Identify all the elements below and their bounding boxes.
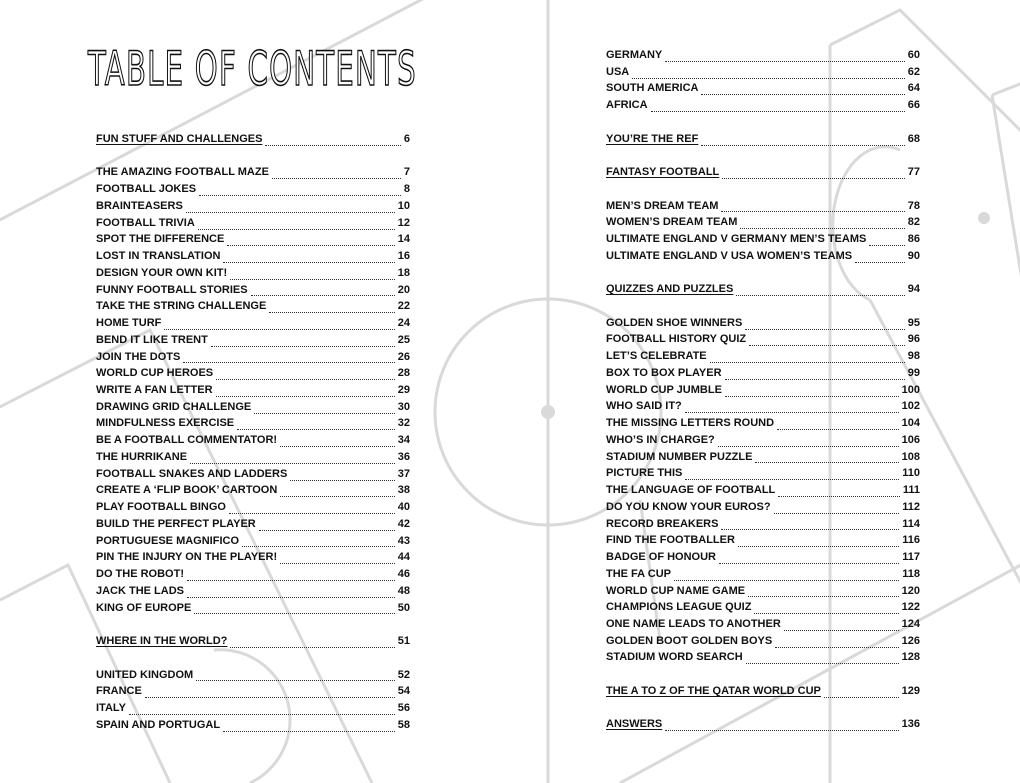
toc-entry[interactable]	[606, 465, 920, 482]
toc-entry-title: BE A FOOTBALL COMMENTATOR!	[96, 434, 278, 447]
toc-dot-leader	[784, 620, 899, 631]
toc-dot-leader	[269, 302, 394, 313]
toc-entry-title: FUN STUFF AND CHALLENGES	[96, 133, 263, 145]
toc-page-number: 34	[397, 434, 410, 447]
toc-section-heading[interactable]	[606, 164, 920, 181]
toc-entry[interactable]	[606, 47, 920, 64]
toc-page-number: 82	[907, 216, 920, 229]
toc-left-column	[96, 131, 410, 733]
toc-page-number: 94	[907, 283, 920, 296]
toc-dot-leader	[280, 486, 394, 497]
toc-entry[interactable]	[96, 717, 410, 734]
toc-dot-leader	[183, 352, 394, 363]
toc-dot-leader	[778, 486, 900, 497]
toc-entry[interactable]	[96, 265, 410, 282]
toc-dot-leader	[290, 470, 394, 481]
toc-page-number: 20	[397, 283, 410, 296]
toc-entry-title: GOLDEN BOOT GOLDEN BOYS	[606, 634, 773, 647]
toc-dot-leader	[190, 453, 395, 464]
toc-dot-leader	[754, 603, 898, 614]
toc-entry-title: KING OF EUROPE	[96, 601, 192, 614]
toc-entry[interactable]	[96, 231, 410, 248]
toc-dot-leader	[665, 720, 898, 731]
toc-entry[interactable]	[606, 633, 920, 650]
toc-dot-leader	[721, 519, 899, 530]
toc-page-number: 48	[397, 584, 410, 597]
toc-dot-leader	[685, 469, 899, 480]
toc-page-number: 122	[901, 601, 920, 614]
toc-dot-leader	[196, 670, 395, 681]
toc-entry[interactable]	[606, 415, 920, 432]
toc-page-number: 116	[902, 534, 920, 547]
toc-page-number: 54	[397, 685, 410, 698]
toc-entry[interactable]	[606, 198, 920, 215]
toc-page-number: 129	[901, 684, 920, 697]
toc-entry-title: SPOT THE DIFFERENCE	[96, 233, 225, 246]
toc-entry[interactable]	[96, 533, 410, 550]
toc-spacer	[606, 666, 920, 683]
toc-dot-leader	[187, 587, 395, 598]
toc-entry-title: FUNNY FOOTBALL STORIES	[96, 283, 248, 296]
toc-dot-leader	[145, 687, 395, 698]
toc-entry-title: THE A TO Z OF THE QATAR WORLD CUP	[606, 684, 821, 697]
toc-spacer	[96, 148, 410, 165]
toc-entry[interactable]	[606, 365, 920, 382]
toc-section-heading[interactable]	[96, 131, 410, 148]
toc-dot-leader	[755, 452, 898, 463]
toc-entry[interactable]	[606, 231, 920, 248]
toc-page-number: 10	[397, 199, 410, 212]
toc-entry[interactable]	[606, 315, 920, 332]
toc-dot-leader	[198, 219, 395, 230]
toc-entry-title: BOX TO BOX PLAYER	[606, 366, 722, 379]
toc-page-number: 22	[397, 300, 410, 313]
toc-entry-title: JOIN THE DOTS	[96, 350, 181, 363]
toc-entry-title: FOOTBALL JOKES	[96, 183, 197, 196]
toc-entry[interactable]	[96, 415, 410, 432]
toc-page-number: 112	[902, 500, 920, 513]
toc-dot-leader	[722, 168, 904, 179]
toc-dot-leader	[211, 336, 395, 347]
toc-entry[interactable]	[96, 298, 410, 315]
toc-page-number: 58	[397, 718, 410, 731]
toc-dot-leader	[674, 570, 899, 581]
toc-dot-leader	[736, 285, 904, 296]
toc-entry[interactable]	[96, 683, 410, 700]
toc-spacer	[96, 616, 410, 633]
toc-page-number: 52	[397, 668, 410, 681]
toc-entry[interactable]	[96, 549, 410, 566]
toc-section-heading[interactable]	[606, 281, 920, 298]
toc-dot-leader	[187, 570, 395, 581]
toc-page-number: 78	[907, 199, 920, 212]
toc-page-number: 62	[907, 65, 920, 78]
toc-page-number: 64	[907, 82, 920, 95]
toc-entry[interactable]	[606, 449, 920, 466]
toc-entry-title: FIND THE FOOTBALLER	[606, 534, 735, 547]
toc-page-number: 111	[902, 484, 920, 497]
toc-entry-title: PIN THE INJURY ON THE PLAYER!	[96, 551, 278, 564]
toc-entry-title: WHERE IN THE WORLD?	[96, 635, 228, 648]
toc-dot-leader	[777, 419, 899, 430]
toc-entry[interactable]	[96, 382, 410, 399]
toc-entry-title: RECORD BREAKERS	[606, 517, 719, 530]
toc-dot-leader	[237, 419, 395, 430]
toc-dot-leader	[229, 503, 395, 514]
toc-entry-title: FRANCE	[96, 685, 142, 698]
toc-entry-title: QUIZZES AND PUZZLES	[606, 283, 734, 296]
toc-page-number: 8	[403, 183, 410, 196]
toc-entry-title: ULTIMATE ENGLAND V GERMANY MEN’S TEAMS	[606, 233, 867, 246]
toc-entry[interactable]	[96, 164, 410, 181]
toc-entry[interactable]	[96, 432, 410, 449]
toc-entry-title: FOOTBALL SNAKES AND LADDERS	[96, 467, 288, 480]
toc-entry-title: SOUTH AMERICA	[606, 82, 699, 95]
toc-dot-leader	[230, 637, 394, 648]
toc-entry-title: WORLD CUP JUMBLE	[606, 383, 722, 396]
toc-page-number: 90	[907, 249, 920, 262]
toc-dot-leader	[129, 704, 395, 715]
toc-dot-leader	[632, 68, 905, 79]
toc-entry[interactable]	[96, 215, 410, 232]
toc-entry-title: WORLD CUP NAME GAME	[606, 584, 746, 597]
toc-dot-leader	[242, 536, 395, 547]
toc-entry-title: THE HURRIKANE	[96, 450, 188, 463]
toc-page-number: 60	[907, 49, 920, 61]
toc-entry-title: PLAY FOOTBALL BINGO	[96, 501, 226, 514]
toc-entry-title: YOU’RE THE REF	[606, 132, 699, 145]
toc-dot-leader	[869, 235, 904, 246]
toc-page-number: 50	[397, 601, 410, 614]
toc-entry-title: WHO’S IN CHARGE?	[606, 433, 715, 446]
toc-page-number: 136	[901, 718, 920, 731]
toc-section-heading[interactable]	[606, 716, 920, 733]
toc-entry[interactable]	[96, 516, 410, 533]
toc-entry[interactable]	[606, 616, 920, 633]
toc-entry[interactable]	[606, 382, 920, 399]
toc-dot-leader	[164, 319, 394, 330]
toc-entry-title: LET’S CELEBRATE	[606, 350, 707, 363]
toc-entry-title: PICTURE THIS	[606, 467, 683, 480]
toc-page-number: 66	[907, 99, 920, 112]
toc-dot-leader	[227, 235, 394, 246]
toc-page-number: 16	[397, 250, 410, 263]
toc-entry[interactable]	[606, 583, 920, 600]
toc-page-number: 68	[907, 132, 920, 145]
toc-page-number: 86	[907, 233, 920, 246]
toc-page-number: 18	[397, 266, 410, 279]
toc-page-number: 12	[397, 216, 410, 229]
toc-page-number: 106	[901, 433, 920, 446]
toc-page-number: 25	[397, 333, 410, 346]
toc-entry[interactable]	[96, 332, 410, 349]
toc-page-number: 104	[901, 417, 920, 430]
toc-page-number: 36	[397, 450, 410, 463]
toc-page-number: 6	[403, 133, 410, 145]
toc-entry[interactable]	[96, 282, 410, 299]
toc-entry-title: TAKE THE STRING CHALLENGE	[96, 300, 267, 313]
toc-page-number: 43	[397, 534, 410, 547]
toc-entry[interactable]	[96, 449, 410, 466]
toc-entry-title: WRITE A FAN LETTER	[96, 384, 213, 397]
toc-right-column	[606, 47, 920, 733]
toc-dot-leader	[710, 352, 905, 363]
toc-page-number: 108	[901, 450, 920, 463]
toc-spacer	[606, 265, 920, 282]
toc-page-number: 38	[397, 484, 410, 497]
toc-dot-leader	[721, 201, 904, 212]
toc-page-number: 24	[397, 317, 410, 330]
toc-page-number: 128	[901, 651, 920, 664]
toc-page-number: 126	[901, 634, 920, 647]
toc-page-number: 7	[403, 166, 410, 179]
toc-page-number: 51	[397, 635, 410, 648]
toc-page-number: 100	[901, 383, 920, 396]
toc-entry[interactable]	[96, 198, 410, 215]
toc-dot-leader	[230, 269, 395, 280]
toc-entry-title: JACK THE LADS	[96, 584, 185, 597]
toc-entry-title: THE MISSING LETTERS ROUND	[606, 417, 775, 430]
toc-entry-title: GERMANY	[606, 49, 663, 61]
toc-entry[interactable]	[606, 214, 920, 231]
toc-entry-title: MEN’S DREAM TEAM	[606, 199, 719, 212]
toc-entry-title: CHAMPIONS LEAGUE QUIZ	[606, 601, 752, 614]
toc-dot-leader	[186, 202, 395, 213]
toc-spacer	[606, 114, 920, 131]
toc-spacer	[606, 298, 920, 315]
toc-spacer	[606, 181, 920, 198]
toc-entry-title: DRAWING GRID CHALLENGE	[96, 400, 252, 413]
toc-dot-leader	[740, 218, 904, 229]
toc-page-number: 26	[397, 350, 410, 363]
toc-entry[interactable]	[606, 248, 920, 265]
toc-dot-leader	[749, 335, 905, 346]
toc-page-number: 117	[902, 551, 920, 564]
toc-entry[interactable]	[96, 181, 410, 198]
toc-page-number: 30	[397, 400, 410, 413]
toc-entry[interactable]	[606, 398, 920, 415]
toc-dot-leader	[718, 436, 899, 447]
toc-section-heading[interactable]	[96, 633, 410, 650]
toc-entry[interactable]	[96, 700, 410, 717]
toc-entry-title: PORTUGUESE MAGNIFICO	[96, 534, 240, 547]
toc-dot-leader	[223, 721, 395, 732]
toc-dot-leader	[719, 553, 899, 564]
toc-entry[interactable]	[96, 600, 410, 617]
toc-spacer	[606, 147, 920, 164]
toc-section-heading[interactable]	[606, 131, 920, 148]
toc-page-number: 110	[902, 467, 920, 480]
toc-dot-leader	[855, 252, 905, 263]
toc-page-number: 124	[901, 617, 920, 630]
toc-dot-leader	[265, 135, 400, 146]
toc-entry-title: MINDFULNESS EXERCISE	[96, 417, 235, 430]
toc-entry-title: CREATE A ‘FLIP BOOK’ CARTOON	[96, 484, 278, 497]
toc-dot-leader	[775, 637, 898, 648]
toc-entry[interactable]	[96, 499, 410, 516]
toc-dot-leader	[651, 101, 905, 112]
toc-dot-leader	[251, 285, 395, 296]
toc-dot-leader	[216, 386, 395, 397]
toc-dot-leader	[280, 553, 395, 564]
toc-dot-leader	[701, 135, 904, 146]
toc-entry-title: SPAIN AND PORTUGAL	[96, 718, 221, 731]
toc-dot-leader	[824, 687, 899, 698]
toc-page-number: 95	[907, 316, 920, 329]
toc-entry-title: WHO SAID IT?	[606, 400, 682, 413]
toc-entry[interactable]	[96, 466, 410, 483]
toc-page-number: 32	[397, 417, 410, 430]
toc-dot-leader	[254, 403, 395, 414]
toc-entry-title: UNITED KINGDOM	[96, 668, 194, 681]
page-title: TABLE OF CONTENTS	[88, 42, 417, 97]
toc-page-number: 98	[907, 350, 920, 363]
toc-entry[interactable]	[606, 516, 920, 533]
toc-page-number: 44	[397, 551, 410, 564]
toc-dot-leader	[223, 252, 394, 263]
toc-entry[interactable]	[606, 97, 920, 114]
toc-entry[interactable]	[606, 532, 920, 549]
toc-entry-title: HOME TURF	[96, 317, 162, 330]
toc-dot-leader	[748, 586, 899, 597]
toc-entry-title: ONE NAME LEADS TO ANOTHER	[606, 617, 781, 630]
toc-entry-title: FOOTBALL TRIVIA	[96, 216, 195, 229]
toc-dot-leader	[725, 369, 905, 380]
toc-entry[interactable]	[606, 566, 920, 583]
toc-entry-title: GOLDEN SHOE WINNERS	[606, 316, 743, 329]
toc-entry-title: BEND IT LIKE TRENT	[96, 333, 208, 346]
toc-entry-title: DO THE ROBOT!	[96, 568, 184, 581]
toc-entry-title: FANTASY FOOTBALL	[606, 166, 720, 179]
toc-dot-leader	[685, 402, 899, 413]
toc-entry[interactable]	[606, 499, 920, 516]
toc-entry-title: STADIUM WORD SEARCH	[606, 651, 743, 664]
toc-page-number: 40	[397, 501, 410, 514]
toc-entry-title: ANSWERS	[606, 718, 663, 731]
toc-entry-title: BADGE OF HONOUR	[606, 551, 716, 564]
toc-entry[interactable]	[606, 599, 920, 616]
toc-entry[interactable]	[606, 432, 920, 449]
toc-entry-title: ITALY	[96, 701, 126, 714]
toc-page-number: 77	[907, 166, 920, 179]
toc-dot-leader	[745, 319, 904, 330]
toc-dot-leader	[746, 653, 899, 664]
toc-dot-leader	[216, 369, 395, 380]
toc-entry[interactable]	[96, 315, 410, 332]
toc-entry-title: THE LANGUAGE OF FOOTBALL	[606, 484, 776, 497]
toc-dot-leader	[738, 536, 899, 547]
toc-section-heading[interactable]	[606, 683, 920, 700]
toc-entry[interactable]	[606, 80, 920, 97]
toc-entry-title: LOST IN TRANSLATION	[96, 250, 221, 263]
toc-entry[interactable]	[96, 349, 410, 366]
toc-page-number: 28	[397, 367, 410, 380]
toc-entry-title: AFRICA	[606, 99, 648, 112]
toc-entry[interactable]	[96, 248, 410, 265]
toc-page-number: 99	[907, 366, 920, 379]
toc-entry[interactable]	[606, 348, 920, 365]
toc-page-number: 14	[397, 233, 410, 246]
toc-page-number: 29	[397, 384, 410, 397]
toc-dot-leader	[774, 503, 900, 514]
toc-page-number: 102	[901, 400, 920, 413]
toc-entry-title: THE AMAZING FOOTBALL MAZE	[96, 166, 269, 179]
toc-page-number: 37	[397, 467, 410, 480]
toc-entry-title: USA	[606, 65, 630, 78]
toc-entry[interactable]	[606, 482, 920, 499]
toc-dot-leader	[665, 51, 905, 62]
toc-dot-leader	[259, 520, 395, 531]
toc-entry-title: WOMEN’S DREAM TEAM	[606, 216, 738, 229]
toc-dot-leader	[701, 84, 904, 95]
toc-entry[interactable]	[96, 482, 410, 499]
toc-page-number: 56	[397, 701, 410, 714]
toc-spacer	[606, 700, 920, 717]
toc-dot-leader	[725, 386, 899, 397]
toc-entry-title: FOOTBALL HISTORY QUIZ	[606, 333, 747, 346]
toc-entry-title: BRAINTEASERS	[96, 199, 183, 212]
toc-entry[interactable]	[606, 649, 920, 666]
toc-entry[interactable]	[606, 64, 920, 81]
toc-dot-leader	[199, 185, 401, 196]
toc-entry-title: BUILD THE PERFECT PLAYER	[96, 517, 256, 530]
toc-page-number: 42	[397, 517, 410, 530]
toc-entry[interactable]	[96, 399, 410, 416]
toc-dot-leader	[272, 168, 401, 179]
toc-entry-title: THE FA CUP	[606, 567, 671, 580]
toc-dot-leader	[194, 603, 394, 614]
toc-entry-title: DO YOU KNOW YOUR EUROS?	[606, 500, 771, 513]
toc-spacer	[96, 650, 410, 667]
toc-entry[interactable]	[96, 667, 410, 684]
toc-dot-leader	[280, 436, 395, 447]
toc-entry[interactable]	[606, 549, 920, 566]
toc-page-number: 118	[902, 567, 920, 580]
toc-entry-title: STADIUM NUMBER PUZZLE	[606, 450, 753, 463]
toc-entry[interactable]	[96, 583, 410, 600]
toc-page-number: 46	[397, 568, 410, 581]
toc-page-number: 114	[902, 517, 920, 530]
toc-entry-title: ULTIMATE ENGLAND V USA WOMEN’S TEAMS	[606, 249, 853, 262]
toc-entry[interactable]	[96, 365, 410, 382]
toc-entry-title: DESIGN YOUR OWN KIT!	[96, 266, 228, 279]
toc-entry-title: WORLD CUP HEROES	[96, 367, 214, 380]
toc-entry[interactable]	[96, 566, 410, 583]
toc-page-number: 96	[907, 333, 920, 346]
toc-page-number: 120	[901, 584, 920, 597]
toc-entry[interactable]	[606, 331, 920, 348]
